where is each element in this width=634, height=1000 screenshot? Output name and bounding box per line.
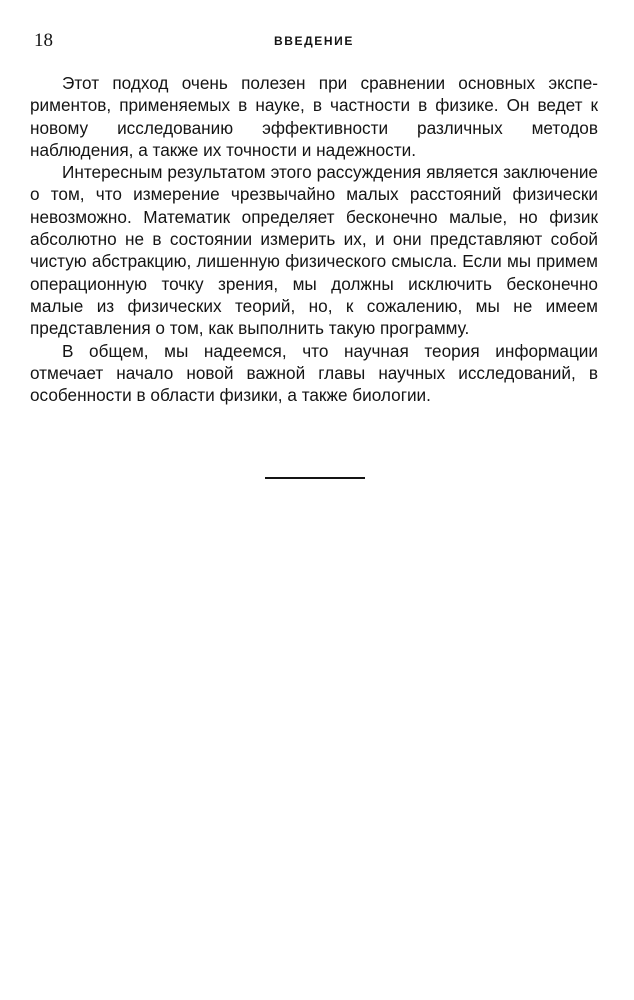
paragraph-1: Этот подход очень полезен при сравнении основных экспериментов, применяемых в науке, в частности в физике. Он ведет к новому исследованию эффективности различных методов наблюдения, а также их точности и надежности. xyxy=(30,73,598,160)
page-number: 18 xyxy=(34,30,53,51)
page-header xyxy=(34,30,594,54)
running-head: ВВЕДЕНИЕ xyxy=(274,34,354,48)
paragraph-2: Интересным результатом этого рассуждения является заключение о том, что измерение чрезвычайно малых расстояний физически невозможно. Математик определяет бесконечно малые, но физик абсолютно не в состоянии измерить их, и они представляют собой чистую абстракцию, лишенную физического смысла. Если мы примем операционную точку зрения, мы должны исключить бесконечно малые из физических теорий, но, к сожалению, мы не имеем представления о том, как выполнить такую программу. xyxy=(30,162,598,339)
paragraph-3: В общем, мы надеемся, что научная теория информации отмечает начало новой важной главы научных исследований, в особенности в области физики, а также биологии. xyxy=(30,340,598,406)
body-text xyxy=(30,72,598,406)
section-end-rule xyxy=(265,477,365,479)
